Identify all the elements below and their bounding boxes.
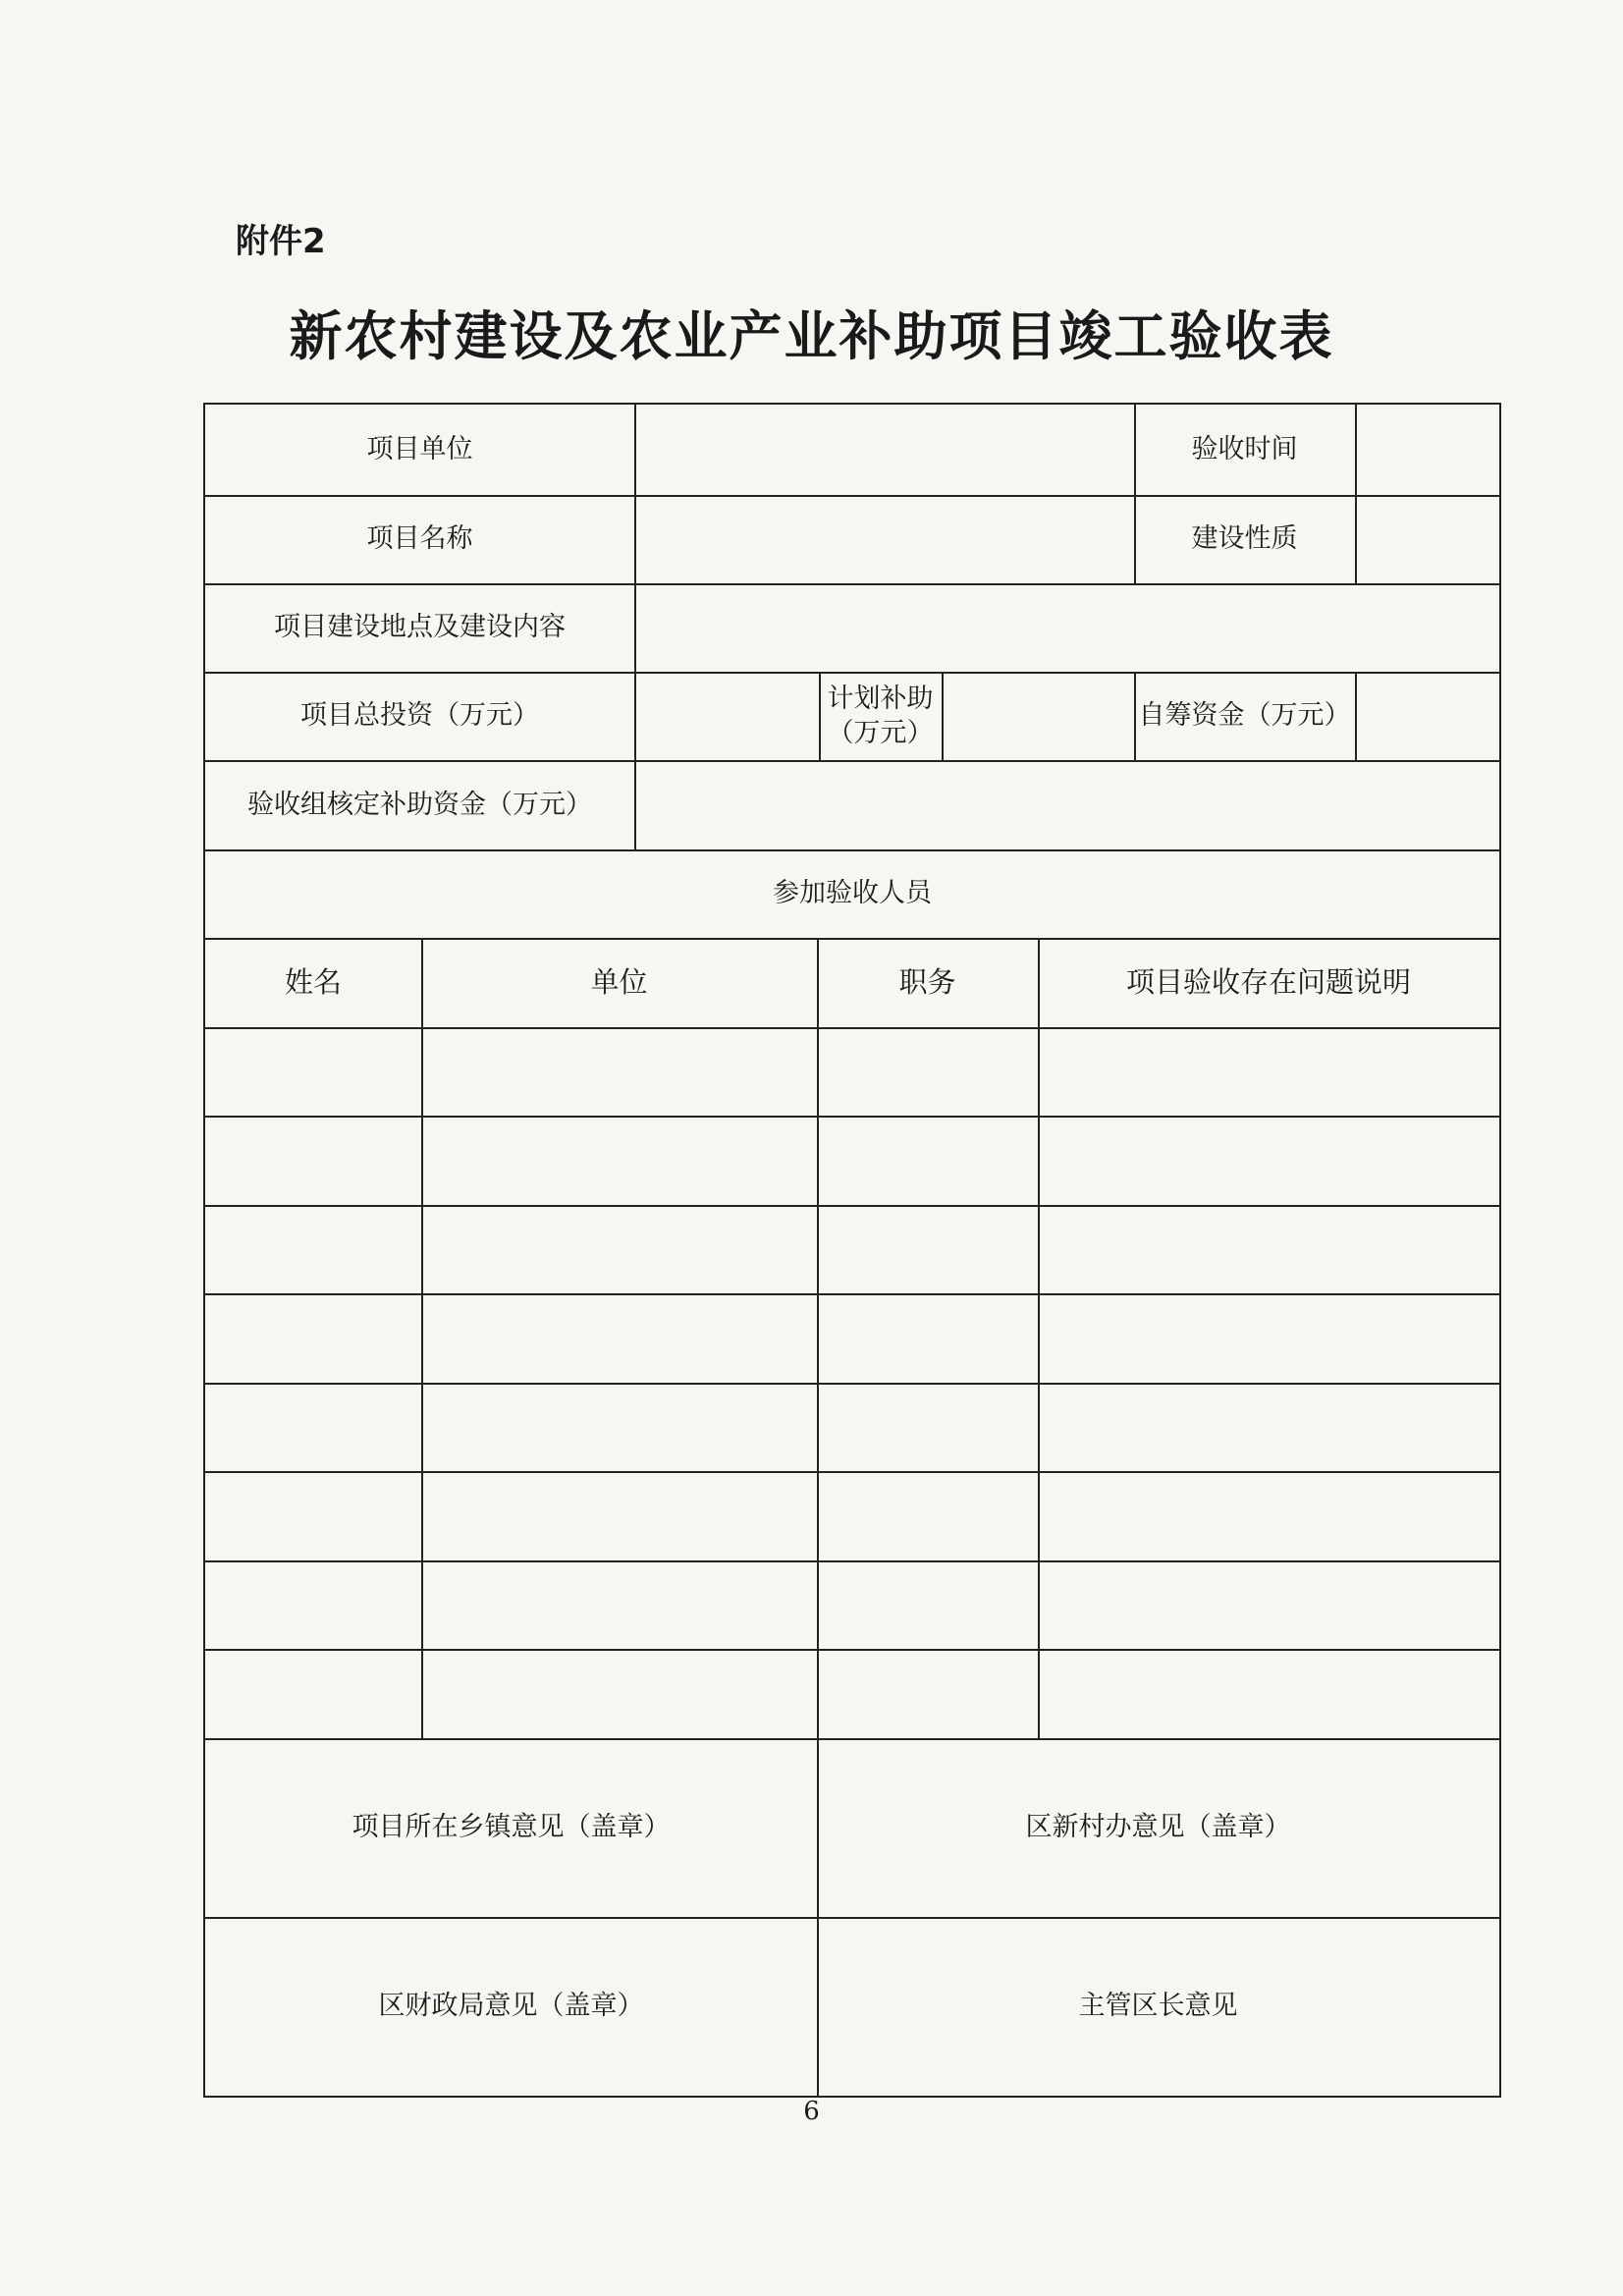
col-divider — [421, 938, 423, 1738]
new-village-office-opinion-label: 区新村办意见（盖章） — [1025, 1812, 1291, 1843]
row-divider — [205, 1027, 1499, 1029]
self-funds-field[interactable] — [1355, 672, 1499, 760]
row-divider — [205, 1471, 1499, 1473]
project-unit-label: 项目单位 — [366, 434, 473, 465]
row-divider — [205, 1649, 1499, 1651]
planned-subsidy-line1: 计划补助 — [827, 683, 934, 714]
form-title: 新农村建设及农业产业补助项目竣工验收表 — [289, 304, 1334, 367]
participants-header: 参加验收人员 — [773, 878, 932, 909]
row-divider — [205, 1205, 1499, 1207]
finance-bureau-opinion-label: 区财政局意见（盖章） — [378, 1991, 644, 2022]
row-divider — [205, 1293, 1499, 1295]
page-number: 6 — [803, 2097, 820, 2126]
column-unit: 单位 — [590, 964, 648, 999]
col-divider — [817, 938, 819, 1738]
attachment-label: 附件2 — [236, 222, 326, 261]
construction-nature-label: 建设性质 — [1191, 523, 1298, 555]
district-head-opinion-label: 主管区长意见 — [1078, 1991, 1238, 2022]
row-divider — [205, 1560, 1499, 1562]
column-position: 职务 — [898, 964, 956, 999]
total-investment-field[interactable] — [634, 672, 819, 760]
project-unit-field[interactable] — [634, 405, 1134, 495]
location-content-field[interactable] — [634, 583, 1499, 672]
approved-subsidy-field[interactable] — [634, 760, 1499, 849]
approved-subsidy-label: 验收组核定补助资金（万元） — [247, 789, 592, 820]
location-content-label: 项目建设地点及建设内容 — [274, 612, 566, 643]
project-name-field[interactable] — [634, 495, 1134, 583]
planned-subsidy-field[interactable] — [942, 672, 1134, 760]
project-name-label: 项目名称 — [366, 523, 473, 555]
acceptance-form — [203, 403, 1501, 2098]
column-name: 姓名 — [284, 964, 342, 999]
column-issues: 项目验收存在问题说明 — [1125, 964, 1411, 999]
township-opinion-label: 项目所在乡镇意见（盖章） — [352, 1812, 671, 1843]
acceptance-time-field[interactable] — [1355, 405, 1499, 495]
acceptance-time-label: 验收时间 — [1191, 434, 1298, 465]
construction-nature-field[interactable] — [1355, 495, 1499, 583]
self-funds-label: 自筹资金（万元） — [1138, 700, 1351, 732]
col-divider — [1038, 938, 1040, 1738]
row-divider — [205, 1383, 1499, 1385]
planned-subsidy-line2: （万元） — [827, 718, 934, 748]
planned-subsidy-label — [819, 672, 942, 760]
total-investment-label: 项目总投资（万元） — [300, 700, 539, 732]
row-divider — [205, 1116, 1499, 1118]
